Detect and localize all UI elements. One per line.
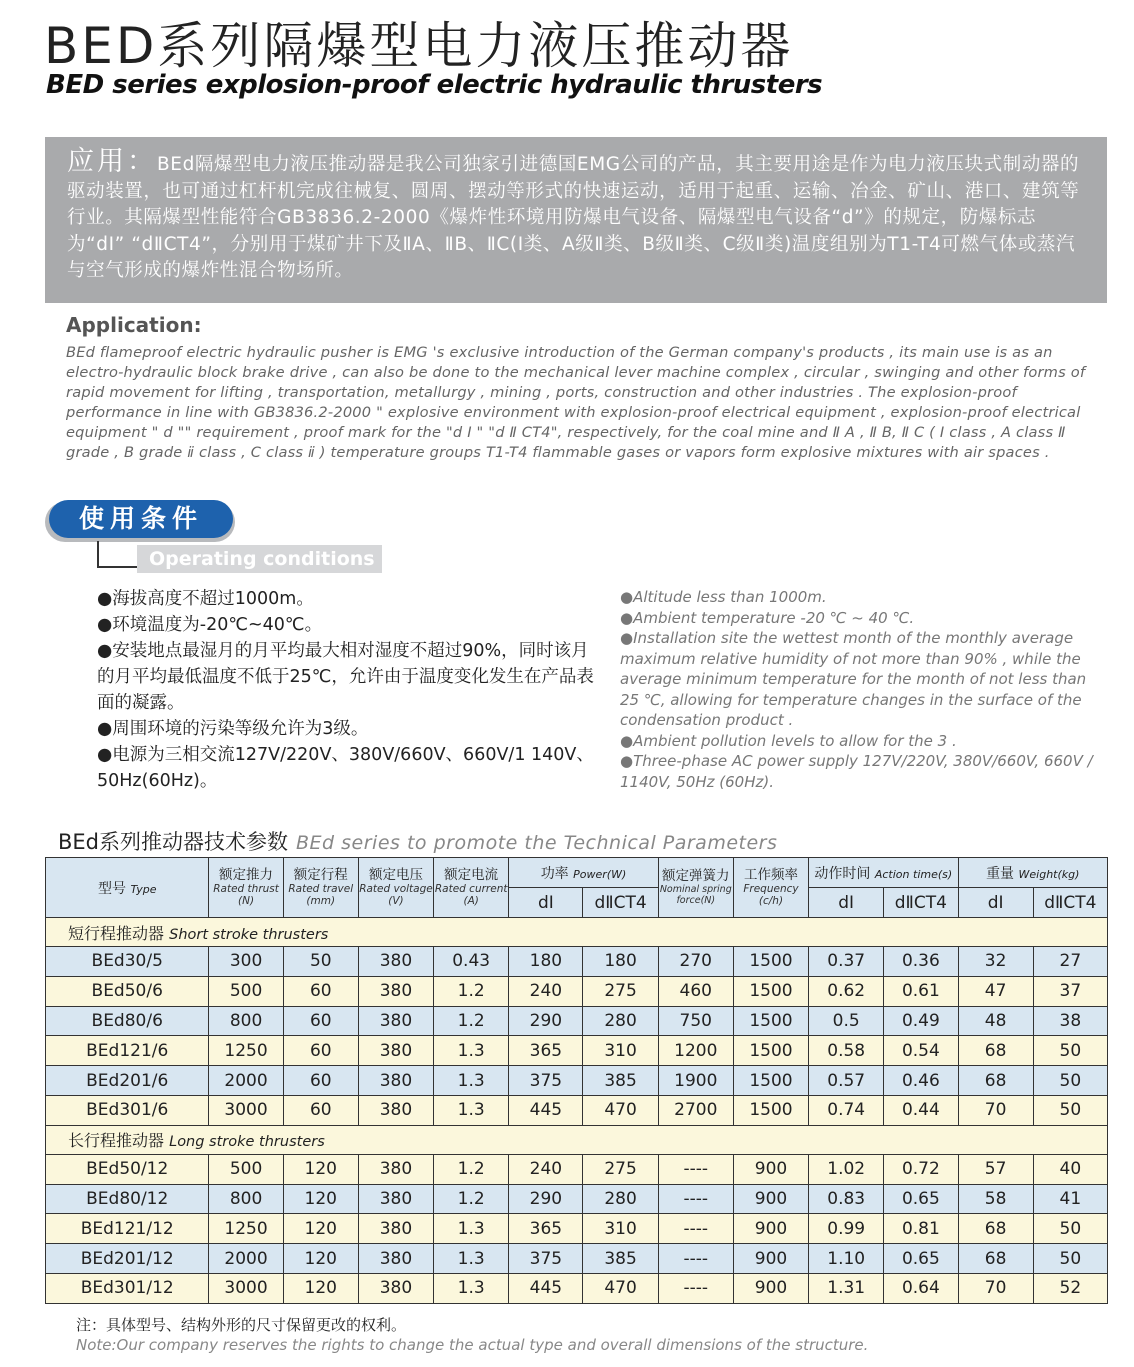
conditions-list-en: [620, 587, 1095, 792]
conditions-heading-cn: 使用条件: [49, 500, 233, 538]
value-cell: 120: [283, 1214, 358, 1244]
value-cell: 900: [733, 1184, 808, 1214]
value-cell: 68: [958, 1036, 1033, 1066]
value-cell: 0.5: [809, 1006, 884, 1036]
value-cell: 1.02: [809, 1154, 884, 1184]
value-cell: 500: [209, 1154, 283, 1184]
header-action-time: 动作时间 Action time(s): [809, 858, 958, 888]
value-cell: 0.74: [809, 1095, 884, 1125]
value-cell: 290: [509, 1006, 583, 1036]
table-row: [46, 1036, 1108, 1066]
conditions-list-cn: [97, 586, 602, 794]
value-cell: 445: [509, 1095, 583, 1125]
header-weight: 重量 Weight(kg): [958, 858, 1108, 888]
section-short-stroke: 短行程推动器 Short stroke thrusters: [46, 918, 1108, 947]
value-cell: 50: [1033, 1244, 1107, 1274]
value-cell: 0.83: [809, 1184, 884, 1214]
value-cell: 0.46: [884, 1066, 958, 1096]
value-cell: 0.43: [434, 947, 509, 977]
model-cell: BEd121/12: [46, 1214, 209, 1244]
application-cn-text: BEd隔爆型电力液压推动器是我公司独家引进德国EMG公司的产品，其主要用途是作为电力液压块式制动器的驱动装置，也可通过杠杆机完成往械复、圆周、摆动等形式的快速运动，适用于起重、运输、冶金、矿山、港口、建筑等行业。其隔爆型性能符合GB3836.2-2000《爆炸性环境用防爆电气设备、隔爆型电气设备“d”》的规定，防爆标志为“dⅠ” “dⅡCT4”，分别用于煤矿井下及ⅡA、ⅡB、ⅡC(Ⅰ类、A级Ⅱ类、B级Ⅱ类、C级Ⅱ类)温度组别为T1-T4可燃气体或蒸汽与空气形成的爆炸性混合物场所。: [67, 154, 1080, 281]
header-current: 额定电流 Rated current (A): [434, 858, 509, 918]
condition-en-item: ●Installation site the wettest month of the monthly average maximum relative humidity of not more than 90% , while the average minimum temperature for the month of not less than 25 ℃, allowing for temperature changes in the surface of the condensation product .: [620, 629, 1087, 729]
value-cell: 380: [358, 976, 433, 1006]
value-cell: 68: [958, 1214, 1033, 1244]
value-cell: ----: [658, 1244, 733, 1274]
model-cell: BEd301/12: [46, 1273, 209, 1303]
condition-cn-item: ●环境温度为-20℃~40℃。: [97, 615, 323, 635]
header-voltage: 额定电压 Rated voltage (V): [358, 858, 433, 918]
condition-en-item: ●Ambient pollution levels to allow for the 3 .: [620, 731, 957, 750]
value-cell: 0.36: [884, 947, 958, 977]
value-cell: 1250: [209, 1214, 283, 1244]
condition-en-item: ●Ambient temperature -20 ℃ ~ 40 ℃.: [620, 608, 915, 627]
value-cell: 50: [1033, 1066, 1107, 1096]
value-cell: 1.3: [434, 1095, 509, 1125]
value-cell: 0.44: [884, 1095, 958, 1125]
application-cn-heading: 应用：: [67, 146, 157, 177]
value-cell: 2700: [658, 1095, 733, 1125]
section-long-stroke: 长行程推动器 Long stroke thrusters: [46, 1125, 1108, 1154]
model-cell: BEd301/6: [46, 1095, 209, 1125]
value-cell: 1500: [733, 1066, 808, 1096]
header-weight-d: dⅠ: [958, 888, 1033, 918]
value-cell: 50: [1033, 1036, 1107, 1066]
value-cell: 380: [358, 947, 433, 977]
value-cell: 27: [1033, 947, 1107, 977]
value-cell: 32: [958, 947, 1033, 977]
model-cell: BEd121/6: [46, 1036, 209, 1066]
parameters-table: [45, 857, 1108, 1304]
value-cell: 900: [733, 1214, 808, 1244]
value-cell: 1500: [733, 1036, 808, 1066]
value-cell: 50: [1033, 1095, 1107, 1125]
value-cell: 180: [509, 947, 583, 977]
header-type: 型号 Type: [46, 858, 209, 918]
value-cell: 380: [358, 1244, 433, 1274]
header-travel: 额定行程 Rated travel (mm): [283, 858, 358, 918]
application-en-heading: Application:: [66, 313, 202, 337]
value-cell: 3000: [209, 1273, 283, 1303]
value-cell: 0.58: [809, 1036, 884, 1066]
model-cell: BEd30/5: [46, 947, 209, 977]
value-cell: 0.64: [884, 1273, 958, 1303]
value-cell: 385: [583, 1244, 658, 1274]
condition-cn-item: ●周围环境的污染等级允许为3级。: [97, 719, 369, 739]
value-cell: 240: [509, 976, 583, 1006]
table-row: [46, 976, 1108, 1006]
table-row: [46, 1214, 1108, 1244]
application-en-text: BEd flameproof electric hydraulic pusher is EMG 's exclusive introduction of the German company's products , its main use is as an electro-hydraulic block brake drive , can also be done to the mechanical lever machine complex , circular , swinging and other forms of rapid movement for lifting , transportation, metallurgy , mining , ports, construction and other industries . The explosion-proof performance in line with GB3836.2-2000 " explosive environment with explosion-proof electrical equipment , explosion-proof electrical equipment " d "" requirement , proof mark for the "d Ⅰ " "d Ⅱ CT4", respectively, for the coal mine and Ⅱ A , Ⅱ B, Ⅱ C ( Ⅰ class , A class Ⅱ grade , B grade ⅱ class , C class ⅱ ) temperature groups T1-T4 flammable gases or vapors form explosive mixtures with air spaces .: [66, 344, 1086, 461]
value-cell: 800: [209, 1006, 283, 1036]
table-row: [46, 947, 1108, 977]
table-row: [46, 1006, 1108, 1036]
value-cell: 180: [583, 947, 658, 977]
value-cell: 120: [283, 1273, 358, 1303]
value-cell: 50: [1033, 1214, 1107, 1244]
value-cell: 1900: [658, 1066, 733, 1096]
value-cell: 1500: [733, 947, 808, 977]
value-cell: 0.49: [884, 1006, 958, 1036]
value-cell: 60: [283, 1066, 358, 1096]
value-cell: 380: [358, 1006, 433, 1036]
value-cell: 500: [209, 976, 283, 1006]
value-cell: 60: [283, 1036, 358, 1066]
value-cell: 900: [733, 1244, 808, 1274]
value-cell: 1500: [733, 976, 808, 1006]
value-cell: 365: [509, 1214, 583, 1244]
value-cell: 1.31: [809, 1273, 884, 1303]
value-cell: 300: [209, 947, 283, 977]
table-row: [46, 1095, 1108, 1125]
value-cell: 470: [583, 1273, 658, 1303]
value-cell: 120: [283, 1244, 358, 1274]
header-frequency: 工作频率 Frequency (c/h): [733, 858, 808, 918]
model-cell: BEd201/6: [46, 1066, 209, 1096]
value-cell: 0.65: [884, 1184, 958, 1214]
value-cell: 70: [958, 1095, 1033, 1125]
value-cell: 0.57: [809, 1066, 884, 1096]
value-cell: 2000: [209, 1066, 283, 1096]
table-row: [46, 1273, 1108, 1303]
value-cell: 60: [283, 1095, 358, 1125]
value-cell: 460: [658, 976, 733, 1006]
condition-cn-item: ●电源为三相交流127V/220V、380V/660V、660V/1 140V、50Hz(60Hz)。: [97, 745, 594, 791]
value-cell: 1250: [209, 1036, 283, 1066]
value-cell: 1.2: [434, 1006, 509, 1036]
table-row: [46, 1066, 1108, 1096]
application-cn-paragraph: [67, 146, 1087, 285]
value-cell: 57: [958, 1154, 1033, 1184]
value-cell: 70: [958, 1273, 1033, 1303]
footnote-en: Note:Our company reserves the rights to change the actual type and overall dimensions of the structure.: [76, 1336, 869, 1354]
header-action-dct4: dⅡCT4: [884, 888, 958, 918]
header-power-dct4: dⅡCT4: [583, 888, 658, 918]
table-title-en: BEd series to promote the Technical Parameters: [296, 832, 778, 854]
heading-connector: [97, 541, 139, 568]
value-cell: 1.3: [434, 1244, 509, 1274]
value-cell: 0.54: [884, 1036, 958, 1066]
value-cell: 68: [958, 1066, 1033, 1096]
value-cell: ----: [658, 1184, 733, 1214]
condition-cn-item: ●安装地点最湿月的月平均最大相对湿度不超过90%，同时该月的月平均最低温度不低于25℃，允许由于温度变化发生在产品表面的凝露。: [97, 641, 594, 713]
value-cell: 3000: [209, 1095, 283, 1125]
model-cell: BEd80/6: [46, 1006, 209, 1036]
value-cell: ----: [658, 1154, 733, 1184]
value-cell: 240: [509, 1154, 583, 1184]
value-cell: 310: [583, 1214, 658, 1244]
value-cell: 750: [658, 1006, 733, 1036]
table-row: [46, 1184, 1108, 1214]
value-cell: 1.2: [434, 976, 509, 1006]
value-cell: 41: [1033, 1184, 1107, 1214]
model-cell: BEd50/12: [46, 1154, 209, 1184]
header-thrust: 额定推力 Rated thrust (N): [209, 858, 283, 918]
value-cell: 275: [583, 976, 658, 1006]
value-cell: 60: [283, 976, 358, 1006]
condition-en-item: ●Altitude less than 1000m.: [620, 588, 827, 606]
value-cell: 0.65: [884, 1244, 958, 1274]
value-cell: 48: [958, 1006, 1033, 1036]
value-cell: 0.62: [809, 976, 884, 1006]
footnote-cn: 注：具体型号、结构外形的尺寸保留更改的权利。: [76, 1316, 407, 1334]
header-power: 功率 Power(W): [509, 858, 658, 888]
value-cell: 1.10: [809, 1244, 884, 1274]
value-cell: 380: [358, 1184, 433, 1214]
value-cell: 380: [358, 1214, 433, 1244]
value-cell: 380: [358, 1036, 433, 1066]
value-cell: 1500: [733, 1006, 808, 1036]
page-subtitle: BED series explosion-proof electric hydraulic thrusters: [46, 70, 823, 100]
model-cell: BEd50/6: [46, 976, 209, 1006]
value-cell: 1.3: [434, 1066, 509, 1096]
value-cell: 445: [509, 1273, 583, 1303]
value-cell: 38: [1033, 1006, 1107, 1036]
value-cell: ----: [658, 1273, 733, 1303]
value-cell: 275: [583, 1154, 658, 1184]
condition-en-item: ●Three-phase AC power supply 127V/220V, 380V/660V, 660V / 1140V, 50Hz (60Hz).: [620, 752, 1093, 791]
value-cell: 280: [583, 1184, 658, 1214]
table-row: [46, 1244, 1108, 1274]
header-action-d: dⅠ: [809, 888, 884, 918]
value-cell: 1.2: [434, 1154, 509, 1184]
value-cell: 0.37: [809, 947, 884, 977]
condition-cn-item: ●海拔高度不超过1000m。: [97, 589, 314, 609]
table-title: [58, 826, 777, 856]
value-cell: 52: [1033, 1273, 1107, 1303]
value-cell: 58: [958, 1184, 1033, 1214]
header-spring: 额定弹簧力 Nominal spring force(N): [658, 858, 733, 918]
value-cell: 1.3: [434, 1036, 509, 1066]
value-cell: 0.72: [884, 1154, 958, 1184]
value-cell: 1.3: [434, 1214, 509, 1244]
value-cell: 290: [509, 1184, 583, 1214]
value-cell: 1.2: [434, 1184, 509, 1214]
value-cell: 120: [283, 1184, 358, 1214]
value-cell: 47: [958, 976, 1033, 1006]
value-cell: 380: [358, 1154, 433, 1184]
value-cell: 1500: [733, 1095, 808, 1125]
model-cell: BEd201/12: [46, 1244, 209, 1274]
header-power-d: dⅠ: [509, 888, 583, 918]
value-cell: 800: [209, 1184, 283, 1214]
value-cell: 37: [1033, 976, 1107, 1006]
header-weight-dct4: dⅡCT4: [1033, 888, 1107, 918]
value-cell: 0.99: [809, 1214, 884, 1244]
value-cell: 380: [358, 1066, 433, 1096]
table-title-cn: BEd系列推动器技术参数: [58, 830, 289, 854]
table-row: [46, 1154, 1108, 1184]
value-cell: 470: [583, 1095, 658, 1125]
value-cell: 60: [283, 1006, 358, 1036]
value-cell: 0.81: [884, 1214, 958, 1244]
conditions-heading-en: Operating conditions: [137, 545, 382, 573]
value-cell: 365: [509, 1036, 583, 1066]
value-cell: 375: [509, 1066, 583, 1096]
value-cell: 375: [509, 1244, 583, 1274]
value-cell: 385: [583, 1066, 658, 1096]
value-cell: 900: [733, 1154, 808, 1184]
value-cell: 900: [733, 1273, 808, 1303]
value-cell: 120: [283, 1154, 358, 1184]
value-cell: 270: [658, 947, 733, 977]
value-cell: 50: [283, 947, 358, 977]
page-title: BED系列隔爆型电力液压推动器: [44, 17, 794, 75]
value-cell: 68: [958, 1244, 1033, 1274]
value-cell: 2000: [209, 1244, 283, 1274]
value-cell: 0.61: [884, 976, 958, 1006]
model-cell: BEd80/12: [46, 1184, 209, 1214]
value-cell: 280: [583, 1006, 658, 1036]
value-cell: ----: [658, 1214, 733, 1244]
value-cell: 40: [1033, 1154, 1107, 1184]
value-cell: 380: [358, 1095, 433, 1125]
value-cell: 380: [358, 1273, 433, 1303]
value-cell: 1200: [658, 1036, 733, 1066]
value-cell: 1.3: [434, 1273, 509, 1303]
application-cn-box: [45, 137, 1107, 303]
value-cell: 310: [583, 1036, 658, 1066]
